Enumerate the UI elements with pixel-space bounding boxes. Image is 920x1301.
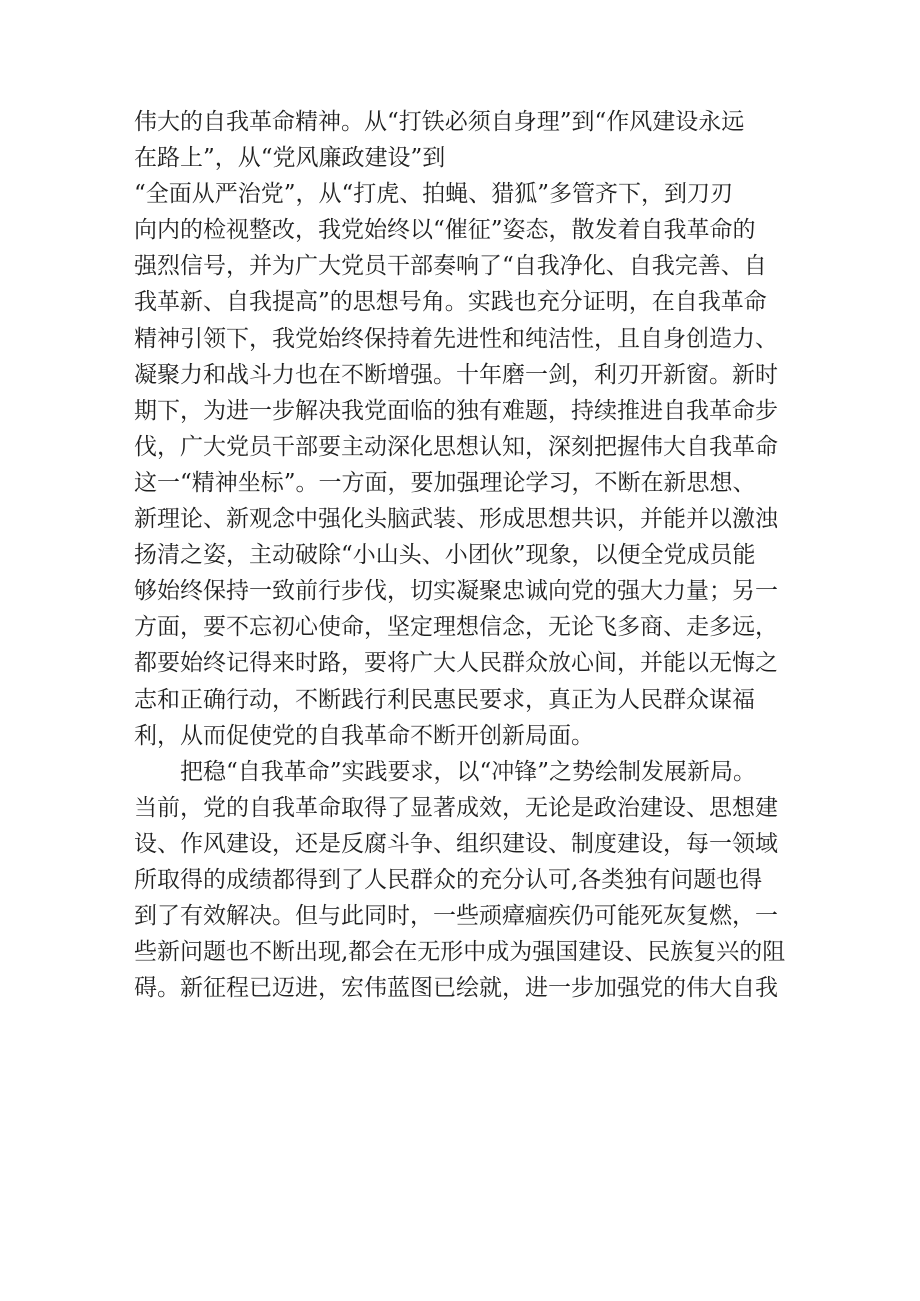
text-line: 都要始终记得来时路，要将广大人民群众放心间，并能以无悔之 xyxy=(134,650,778,677)
text-line: 在路上”，从“党风廉政建设”到 xyxy=(134,145,446,172)
text-line: 当前，党的自我革命取得了显著成效，无论是政治建设、思想建 xyxy=(134,794,778,821)
text-line: 扬清之姿，主动破除“小山头、小团伙”现象，以便全党成员能 xyxy=(134,542,756,569)
text-line: 凝聚力和战斗力也在不断增强。十年磨一剑，利刃开新窗。新时 xyxy=(134,361,778,388)
text-line: 利，从而促使党的自我革命不断开创新局面。 xyxy=(134,722,594,749)
text-line: 期下，为进一步解决我党面临的独有难题，持续推进自我革命步 xyxy=(134,397,778,424)
text-line: 些新问题也不断出现,都会在无形中成为强国建设、民族复兴的阻 xyxy=(134,939,786,966)
text-line: 伟大的自我革命精神。从“打铁必须自身理”到“作风建设永远 xyxy=(134,109,745,135)
text-line: 这一“精神坐标”。一方面，要加强理论学习，不断在新思想、 xyxy=(134,469,756,496)
text-line: 所取得的成绩都得到了人民群众的充分认可,各类独有问题也得 xyxy=(134,866,763,893)
text-line: 强烈信号，并为广大党员干部奏响了“自我净化、自我完善、自 xyxy=(134,253,767,280)
text-line: 方面，要不忘初心使命，坚定理想信念，无论飞多商、走多远， xyxy=(134,614,778,641)
text-line: 把稳“自我革命”实践要求，以“冲锋”之势绘制发展新局。 xyxy=(134,758,757,785)
body-text xyxy=(134,104,824,1006)
text-line: 新理论、新观念中强化头脑武装、形成思想共识，并能并以激浊 xyxy=(134,506,778,533)
text-line: 够始终保持一致前行步伐，切实凝聚忠诚向党的强大力量；另一 xyxy=(134,578,778,605)
text-line: “全面从严治党”，从“打虎、拍蝇、猎狐”多管齐下，到刀刃 xyxy=(134,181,734,208)
text-line: 志和正确行动，不断践行利民惠民要求，真正为人民群众谋福 xyxy=(134,686,755,713)
text-line: 向内的检视整改，我党始终以“催征”姿态，散发着自我革命的 xyxy=(134,217,756,244)
text-line: 碍。新征程已迈进，宏伟蓝图已绘就，进一步加强党的伟大自我 xyxy=(134,975,778,1002)
text-line: 我革新、自我提高”的思想号角。实践也充分证明，在自我革命 xyxy=(134,289,767,316)
text-line: 设、作风建设，还是反腐斗争、组织建设、制度建设，每一领域 xyxy=(134,830,778,857)
text-line: 到了有效解决。但与此同时，一些顽瘴痼疾仍可能死灰复燃，一 xyxy=(134,903,778,930)
text-line: 精神引领下，我党始终保持着先进性和纯洁性，且自身创造力、 xyxy=(134,325,778,352)
text-line: 伐，广大党员干部要主动深化思想认知，深刻把握伟大自我革命 xyxy=(134,433,778,460)
